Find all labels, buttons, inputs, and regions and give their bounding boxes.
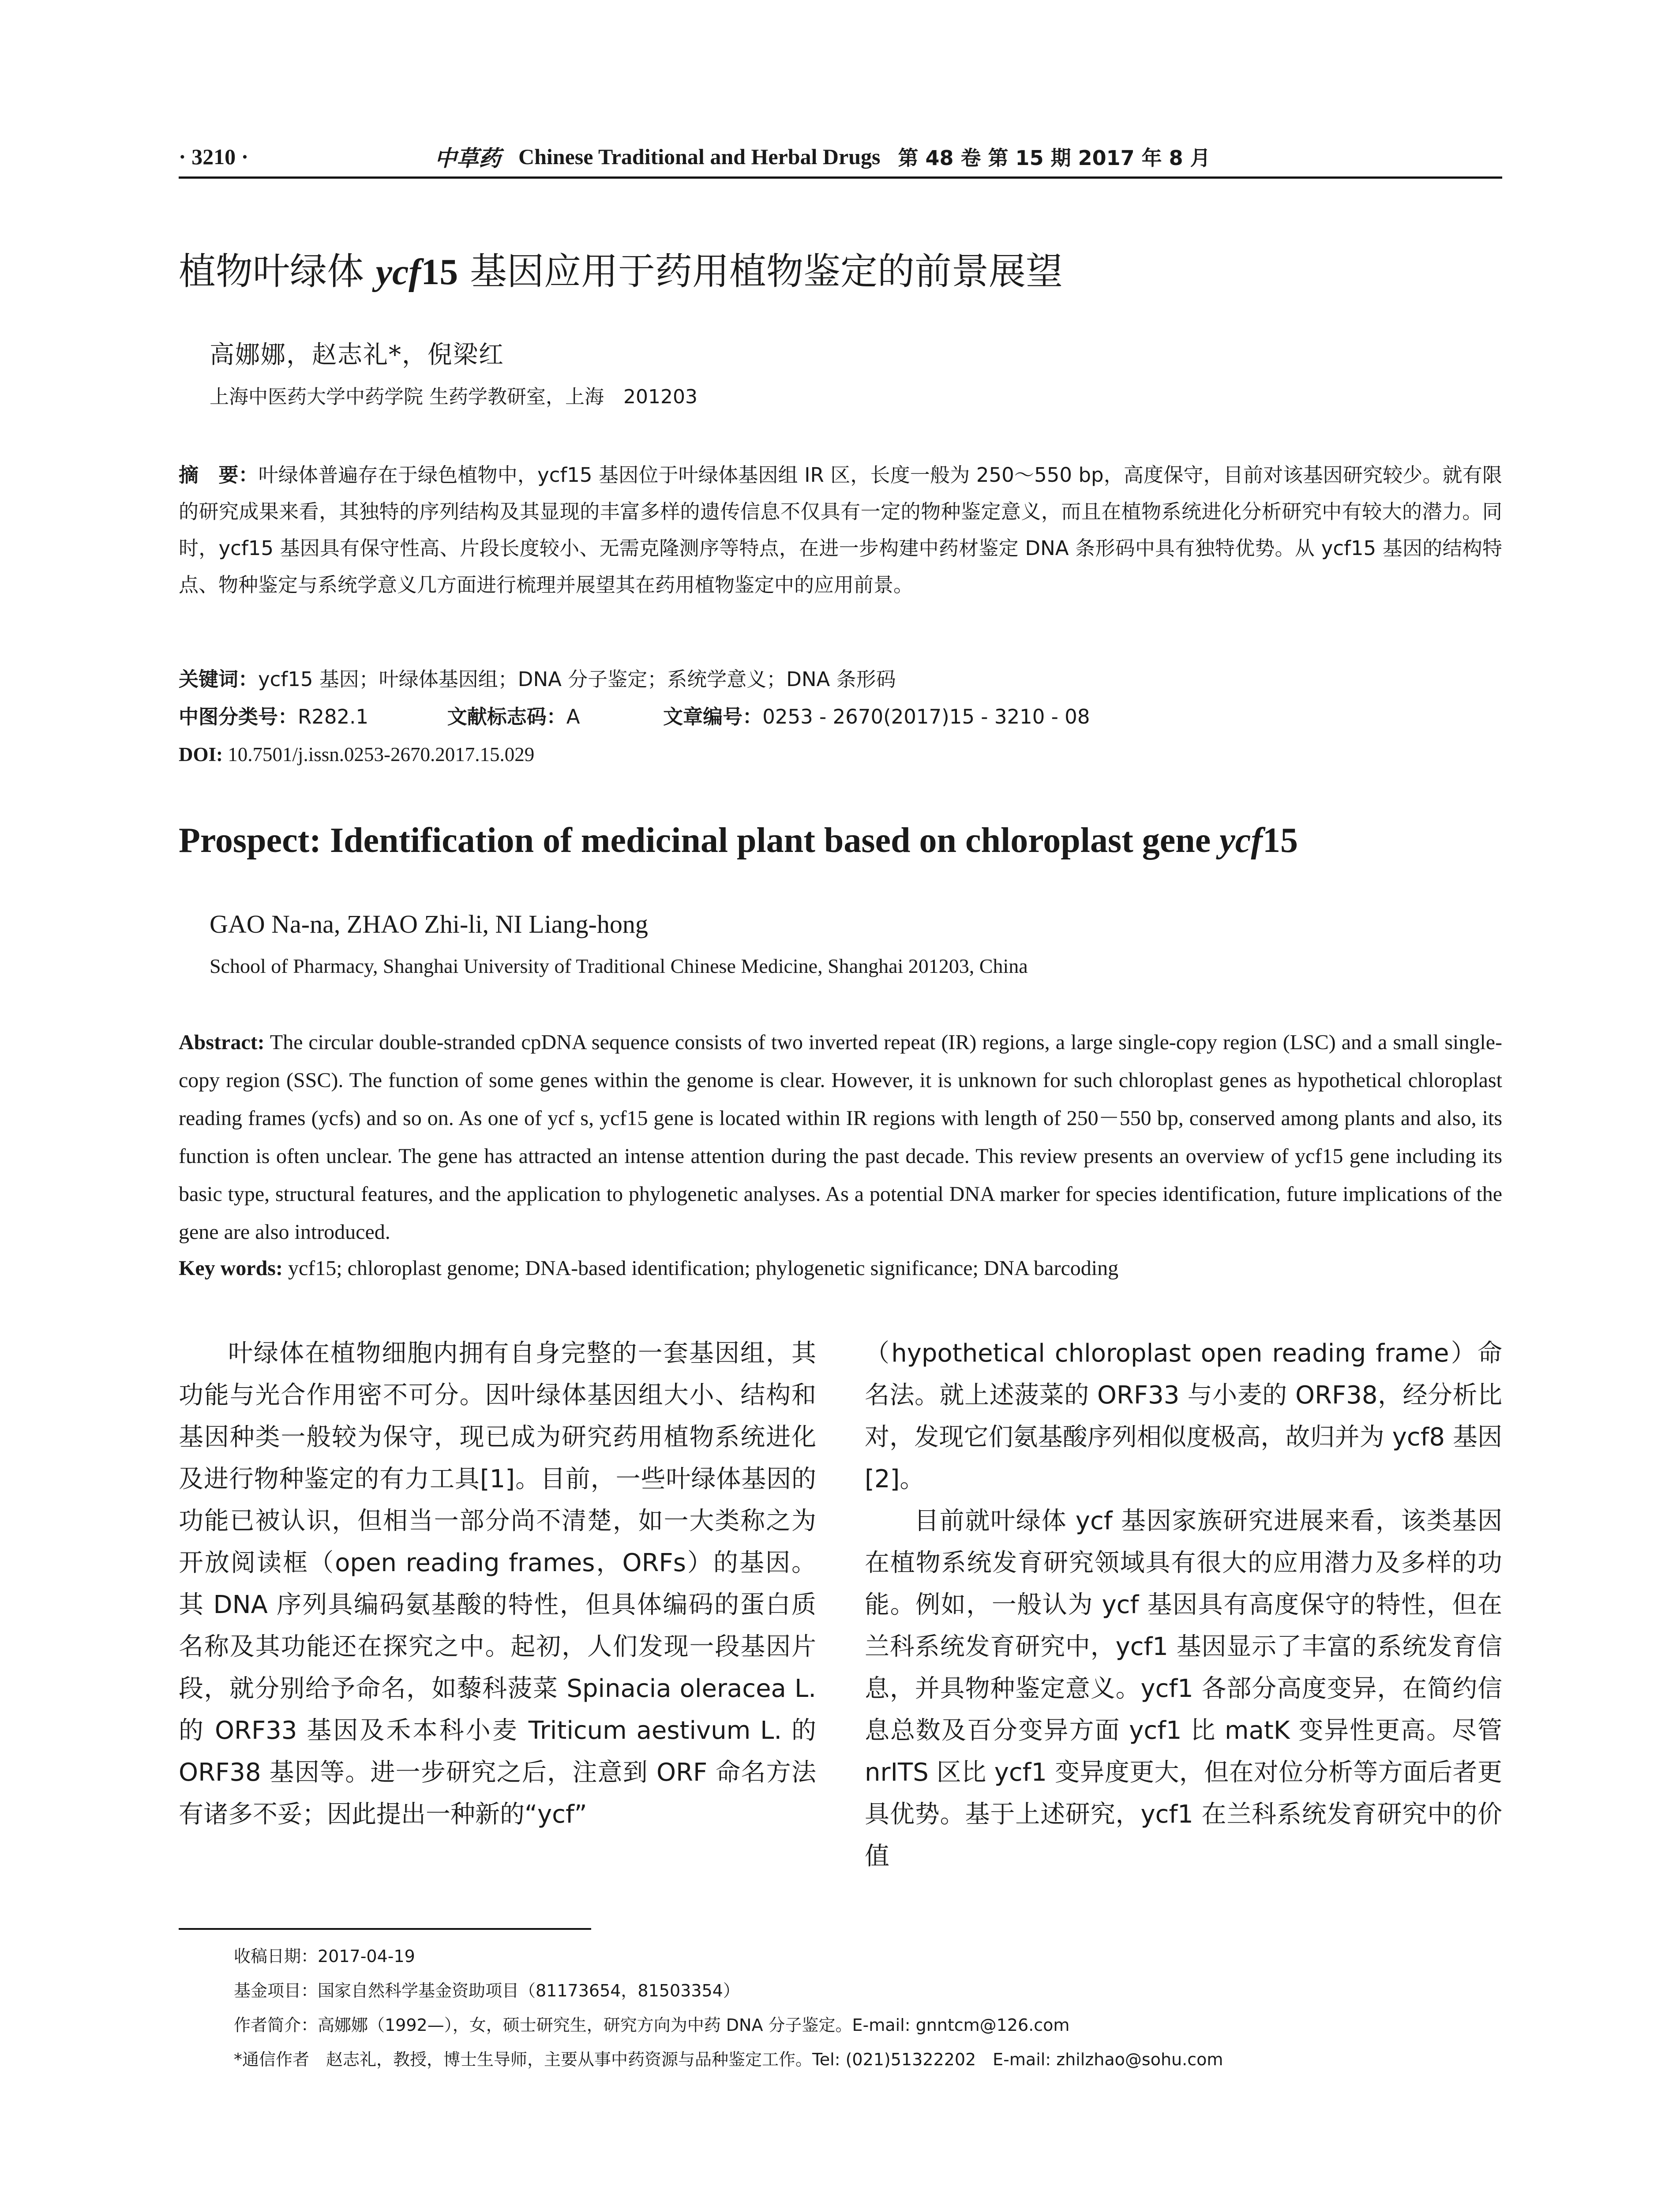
clc-label: 中图分类号： <box>179 705 298 728</box>
keywords-en-label: Key words: <box>179 1257 283 1280</box>
authors-en: GAO Na-na, ZHAO Zhi-li, NI Liang-hong <box>210 910 648 938</box>
footnote-received: 收稿日期：2017-04-19 <box>234 1947 415 1966</box>
footnotes <box>234 1939 1502 2077</box>
article-title-en <box>179 814 1502 867</box>
keywords-cn-label: 关键词： <box>179 668 259 691</box>
affiliation-en: School of Pharmacy, Shanghai University of Traditional Chinese Medicine, Shanghai 201203, China <box>210 955 1028 977</box>
footnote-fund: 基金项目：国家自然科学基金资助项目（81173654，81503354） <box>234 1981 740 2000</box>
doi-line <box>179 739 1502 770</box>
body-column-right <box>865 1332 1502 1877</box>
abstract-cn-label: 摘 要： <box>179 463 259 487</box>
article-number-label: 文章编号： <box>663 705 763 728</box>
title-en-gene-num: 15 <box>1262 821 1298 860</box>
abstract-en-text: The circular double-stranded cpDNA sequence consists of two inverted repeat (IR) regions, a large single-copy region (LSC) and a small single-copy region (SSC). The function of some genes within the genome is clear. However, it is unknown for such chloroplast genes as hypothetical chloroplast reading frames (ycfs) and so on. As one of ycf s, ycf15 gene is located within IR regions with length of 250－550 bp, conserved among plants and also, its function is often unclear. The gene has attracted an intense attention during the past decade. This review presents an overview of ycf15 gene including its basic type, structural features, and the application to phylogenetic analyses. As a potential DNA marker for species identification, future implications of the gene are also introduced. <box>179 1031 1502 1244</box>
footnote-corresponding: *通信作者 赵志礼，教授，博士生导师，主要从事中药资源与品种鉴定工作。Tel: (021)51322202 E-mail: zhilzhao@sohu.com <box>234 2050 1223 2069</box>
article-number-value: 0253 - 2670(2017)15 - 3210 - 08 <box>762 705 1090 728</box>
abstract-cn-text: 叶绿体普遍存在于绿色植物中，ycf15 基因位于叶绿体基因组 IR 区，长度一般为 250～550 bp，高度保守，目前对该基因研究较少。就有限的研究成果来看，其独特的序列结构及其显现的丰富多样的遗传信息不仅具有一定的物种鉴定意义，而且在植物系统进化分析研究中有较大的潜力。同时，ycf15 基因具有保守性高、片段长度较小、无需克隆测序等特点，在进一步构建中药材鉴定 DNA 条形码中具有独特优势。从 ycf15 基因的结构特点、物种鉴定与系统学意义几方面进行梳理并展望其在药用植物鉴定中的应用前景。 <box>179 463 1502 597</box>
classification-line <box>179 702 1502 732</box>
title-en-gene-italic: ycf <box>1219 821 1263 860</box>
doi-label: DOI: <box>179 743 223 765</box>
doc-code-label: 文献标志码： <box>447 705 566 728</box>
journal-name-cn: 中草药 <box>435 146 501 171</box>
clc-value: R282.1 <box>298 705 369 728</box>
article-title-cn <box>179 245 1502 299</box>
body-paragraph: （hypothetical chloroplast open reading frame）命名法。就上述菠菜的 ORF33 与小麦的 ORF38，经分析比对，发现它们氨基酸序列相似度极高，故归并为 ycf8 基因[2]。 <box>865 1339 1502 1493</box>
issue-info: 第 48 卷 第 15 期 2017 年 8 月 <box>898 146 1211 170</box>
title-en-part1: Prospect: Identification of medicinal plant based on chloroplast gene <box>179 821 1220 860</box>
title-cn-part1: 植物叶绿体 <box>179 250 376 293</box>
abstract-en <box>179 1024 1502 1251</box>
keywords-cn-text: ycf15 基因；叶绿体基因组；DNA 分子鉴定；系统学意义；DNA 条形码 <box>258 668 896 691</box>
title-cn-part2: 基因应用于药用植物鉴定的前景展望 <box>458 250 1063 293</box>
footnote-divider <box>179 1928 591 1930</box>
doc-code-value: A <box>566 705 580 728</box>
abstract-cn <box>179 457 1502 603</box>
title-cn-gene-italic: ycf <box>375 251 421 293</box>
keywords-cn <box>179 664 1502 695</box>
running-header <box>179 137 1502 179</box>
body-paragraph: 目前就叶绿体 ycf 基因家族研究进展来看，该类基因在植物系统发育研究领域具有很大的应用潜力及多样的功能。例如，一般认为 ycf 基因具有高度保守的特性，但在兰科系统发育研究中，ycf1 基因显示了丰富的系统发育信息，并具物种鉴定意义。ycf1 各部分高度变异，在简约信息总数及百分变异方面 ycf1 比 matK 变异性更高。尽管 nrITS 区比 ycf1 变异度更大，但在对位分析等方面后者更具优势。基于上述研究，ycf1 在兰科系统发育研究中的价值 <box>865 1507 1502 1871</box>
body-column-left <box>179 1332 816 1835</box>
footnote-author: 作者简介：高娜娜（1992—），女，硕士研究生，研究方向为中药 DNA 分子鉴定。E-mail: gnntcm@126.com <box>234 2015 1070 2035</box>
keywords-en <box>179 1253 1502 1284</box>
body-paragraph: 叶绿体在植物细胞内拥有自身完整的一套基因组，其功能与光合作用密不可分。因叶绿体基因组大小、结构和基因种类一般较为保守，现已成为研究药用植物系统进化及进行物种鉴定的有力工具[1]。目前，一些叶绿体基因的功能已被认识，但相当一部分尚不清楚，如一大类称之为开放阅读框（open reading frames，ORFs）的基因。其 DNA 序列具编码氨基酸的特性，但具体编码的蛋白质名称及其功能还在探究之中。起初，人们发现一段基因片段，就分别给予命名，如藜科菠菜 Spinacia oleracea L. 的 ORF33 基因及禾本科小麦 Triticum aestivum L. 的 ORF38 基因等。进一步研究之后，注意到 ORF 命名方法有诸多不妥；因此提出一种新的“ycf” <box>179 1339 816 1829</box>
doi-value[interactable]: 10.7501/j.issn.0253-2670.2017.15.029 <box>228 743 535 765</box>
journal-name-en: Chinese Traditional and Herbal Drugs <box>518 144 881 169</box>
keywords-en-text: ycf15; chloroplast genome; DNA-based identification; phylogenetic significance; DNA barcoding <box>288 1257 1119 1280</box>
title-cn-gene-num: 15 <box>421 251 458 293</box>
affiliation-cn: 上海中医药大学中药学院 生药学教研室，上海 201203 <box>210 386 698 408</box>
abstract-en-label: Abstract: <box>179 1031 265 1054</box>
authors-cn: 高娜娜，赵志礼*，倪梁红 <box>210 341 504 369</box>
page-number: · 3210 · <box>179 144 249 169</box>
